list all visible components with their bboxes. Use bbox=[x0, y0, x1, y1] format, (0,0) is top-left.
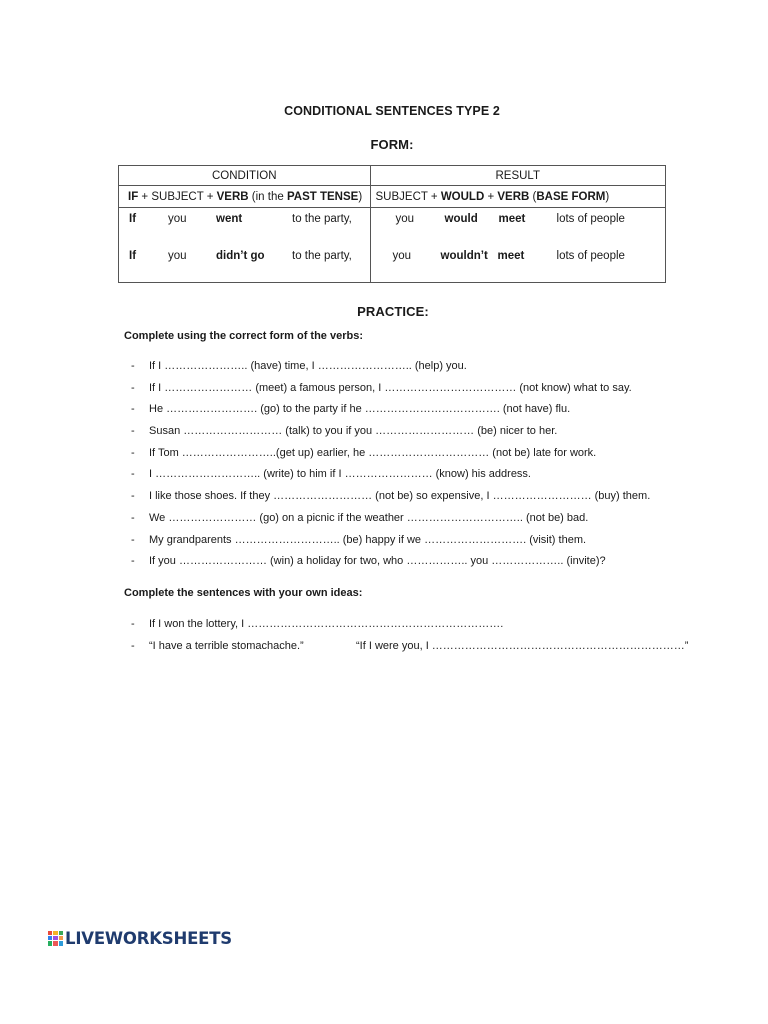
exercise-sentence: We …………………… (go) on a picnic if the weather ………………………….. (not be) bad. bbox=[149, 511, 589, 524]
logo-mark-square bbox=[59, 941, 63, 945]
condition-rule: IF + SUBJECT + VERB (in the PAST TENSE) bbox=[119, 186, 371, 208]
exercise-sentence: If Tom ……………………..(get up) earlier, he …………………………… (not be) late for work. bbox=[149, 446, 597, 459]
bullet-dash: - bbox=[131, 511, 135, 524]
bullet-dash: - bbox=[131, 425, 135, 438]
example-row bbox=[119, 245, 666, 283]
form-table bbox=[118, 165, 666, 283]
exercise-sentence: My grandparents ……………………….. (be) happy if we ………………………. (visit) them. bbox=[149, 533, 587, 546]
instruction-own-ideas: Complete the sentences with your own ideas: bbox=[124, 587, 363, 599]
result-header: RESULT bbox=[370, 166, 665, 186]
exercise-sentence: If you …………………… (win) a holiday for two, who …………….. you ……………….. (invite)? bbox=[149, 555, 606, 568]
logo-mark-square bbox=[48, 936, 52, 940]
logo-mark-square bbox=[53, 941, 57, 945]
bullet-dash: - bbox=[131, 490, 135, 503]
exercise-sentence: If I ………………….. (have) time, I …………………….. (help) you. bbox=[149, 360, 467, 372]
example-if: If bbox=[129, 213, 137, 225]
example-result-subject: you bbox=[392, 250, 412, 262]
bullet-dash: - bbox=[131, 381, 135, 394]
bullet-dash: - bbox=[131, 360, 135, 372]
example-result-verb: meet bbox=[498, 213, 526, 225]
liveworksheets-logo bbox=[48, 928, 232, 948]
logo-mark-square bbox=[48, 931, 52, 935]
exercise-sentence: He ……………………. (go) to the party if he ………………………………. (not have) flu. bbox=[149, 403, 571, 416]
bullet-dash: - bbox=[131, 618, 135, 630]
example-result-subject: you bbox=[395, 213, 415, 225]
logo-text: LIVEWORKSHEETS bbox=[65, 928, 232, 948]
logo-mark-square bbox=[53, 931, 57, 935]
exercise-sentence: If I …………………… (meet) a famous person, I ……………………………… (not know) what to say. bbox=[149, 381, 632, 394]
bullet-dash: - bbox=[131, 403, 135, 416]
bullet-dash: - bbox=[131, 533, 135, 546]
bullet-dash: - bbox=[131, 468, 135, 481]
logo-mark-square bbox=[59, 931, 63, 935]
bullet-dash: - bbox=[131, 446, 135, 459]
example-result-rest: lots of people bbox=[556, 250, 625, 262]
liveworksheets-logo-icon bbox=[48, 931, 63, 946]
example-subject: you bbox=[168, 250, 187, 262]
exercise-sentence: I ……………………….. (write) to him if I …………………… (know) his address. bbox=[149, 468, 531, 481]
logo-mark-square bbox=[48, 941, 52, 945]
exercise-sentence: “I have a terrible stomachache.” bbox=[149, 639, 304, 652]
logo-mark-square bbox=[53, 936, 57, 940]
example-result-modal: would bbox=[444, 213, 478, 225]
exercise-sentence: I like those shoes. If they ……………………… (not be) so expensive, I ……………………… (buy) them. bbox=[149, 490, 651, 503]
example-verb: didn’t go bbox=[216, 250, 265, 262]
practice-heading: PRACTICE: bbox=[357, 304, 429, 319]
exercise-sentence: Susan ……………………… (talk) to you if you ……………………… (be) nicer to her. bbox=[149, 425, 558, 438]
bullet-dash: - bbox=[131, 555, 135, 568]
logo-mark-square bbox=[59, 936, 63, 940]
instruction-verbs: Complete using the correct form of the verbs: bbox=[124, 330, 363, 342]
example-if: If bbox=[129, 250, 137, 262]
example-rest: to the party, bbox=[292, 250, 352, 262]
exercise-sentence: If I won the lottery, I ……………………………………………………………. bbox=[149, 618, 504, 630]
example-row bbox=[119, 208, 666, 246]
example-subject: you bbox=[168, 213, 187, 225]
exercise-sentence-b: “If I were you, I ……………………………………………………………” bbox=[356, 639, 689, 652]
condition-header: CONDITION bbox=[119, 166, 371, 186]
example-result-verb: meet bbox=[497, 250, 525, 262]
result-rule: SUBJECT + WOULD + VERB (BASE FORM) bbox=[370, 186, 665, 208]
page-title: CONDITIONAL SENTENCES TYPE 2 bbox=[284, 104, 500, 118]
example-result-rest: lots of people bbox=[556, 213, 625, 225]
bullet-dash: - bbox=[131, 639, 135, 652]
example-rest: to the party, bbox=[292, 213, 352, 225]
example-result-modal: wouldn’t bbox=[440, 250, 488, 262]
example-verb: went bbox=[216, 213, 243, 225]
form-heading: FORM: bbox=[370, 137, 414, 152]
